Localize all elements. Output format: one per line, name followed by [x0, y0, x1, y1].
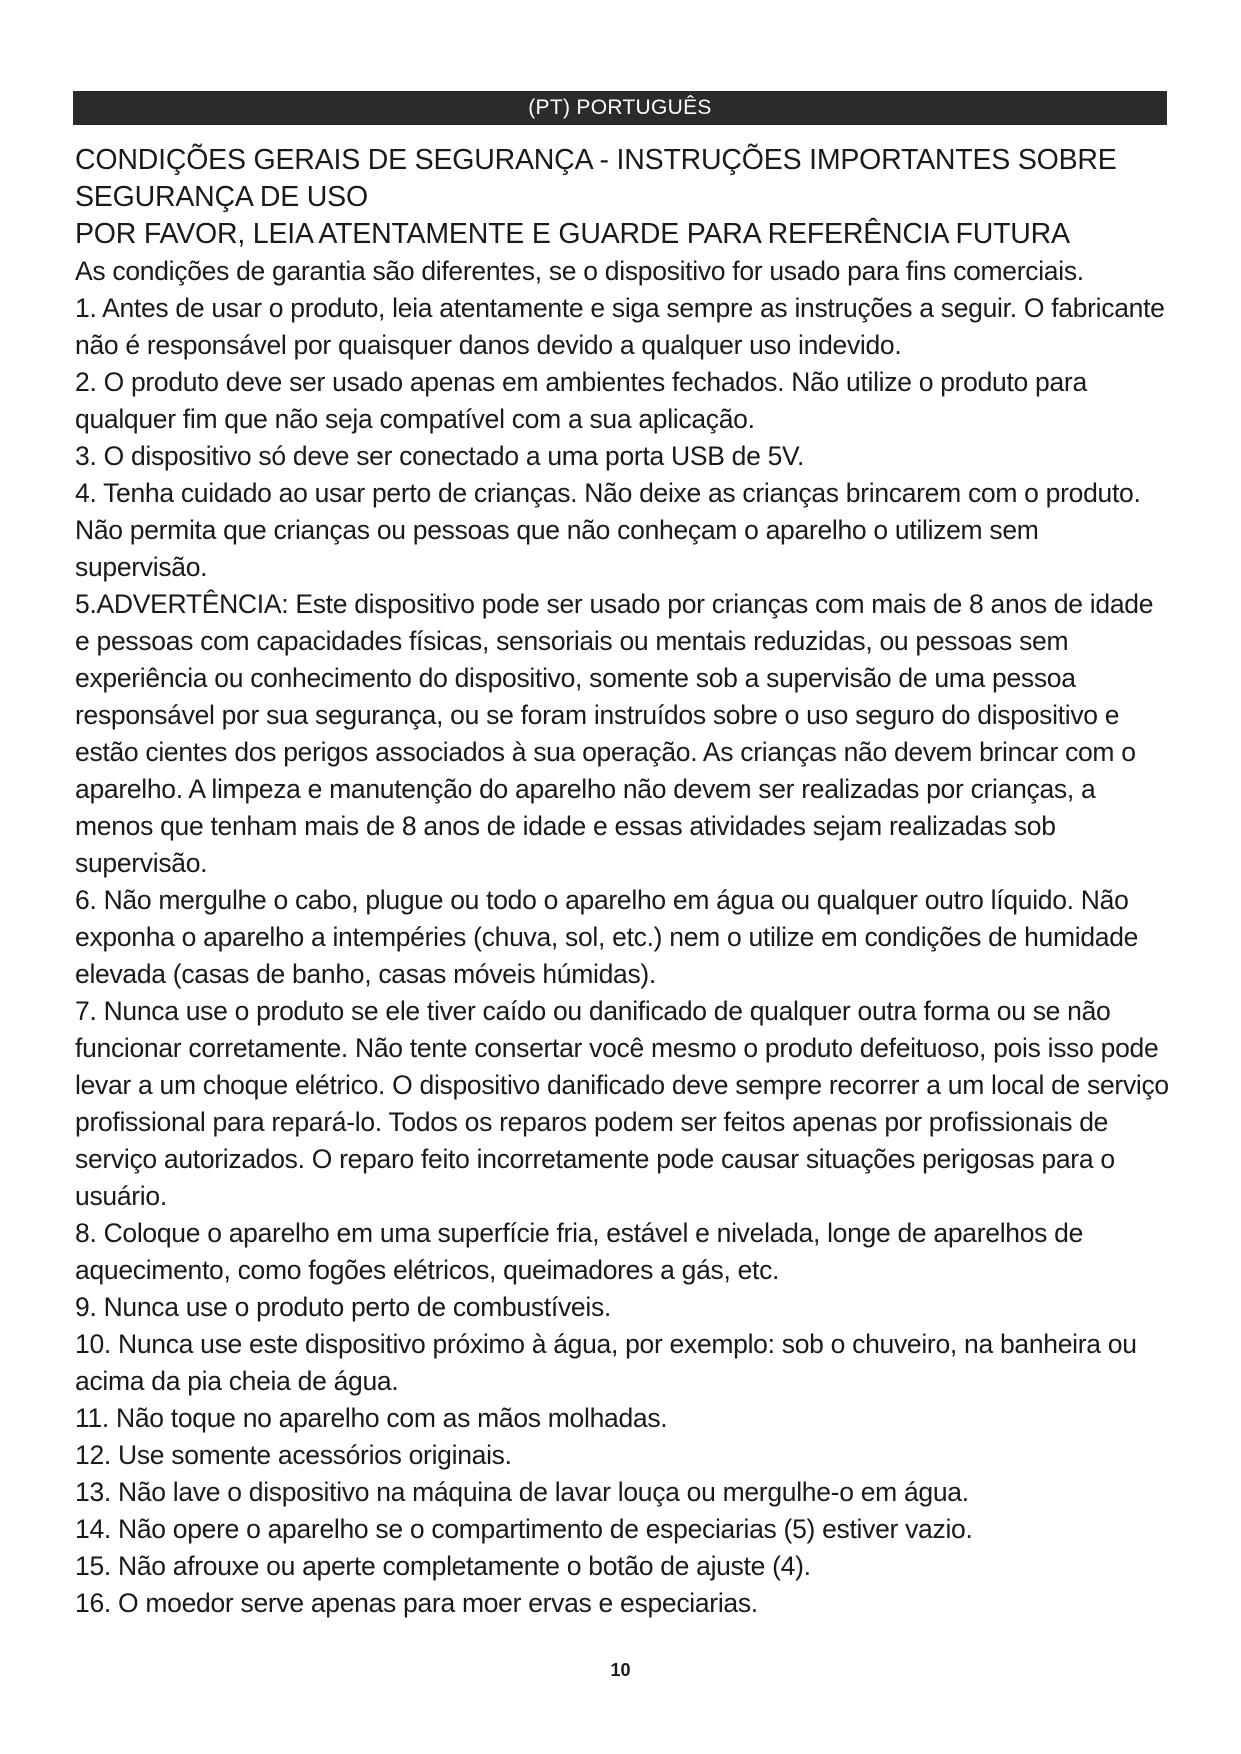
list-item: 4. Tenha cuidado ao usar perto de crianças. Não deixe as crianças brincarem com o produto. Não permita que crianças ou pessoas que não conheçam o aparelho o utilizem sem supervisão.: [75, 478, 1141, 582]
list-item: 1. Antes de usar o produto, leia atentamente e siga sempre as instruções a seguir. O fabricante não é responsável por quaisquer danos devido a qualquer uso indevido.: [75, 293, 1165, 360]
warranty-note: As condições de garantia são diferentes, se o dispositivo for usado para fins comerciais.: [75, 256, 1084, 286]
list-item: 7. Nunca use o produto se ele tiver caído ou danificado de qualquer outra forma ou se não funcionar corretamente. Não tente consertar você mesmo o produto defeituoso, pois isso pode levar a um choque elétrico. O dispositivo danificado deve sempre recorrer a um local de serviço profissional para repará-lo. Todos os reparos podem ser feitos apenas por profissionais de serviço autorizados. O reparo feito incorretamente pode causar situações perigosas para o usuário.: [75, 996, 1169, 1211]
safety-instructions-list: [75, 290, 1170, 1622]
list-item: 3. O dispositivo só deve ser conectado a uma porta USB de 5V.: [75, 441, 805, 471]
list-item: 2. O produto deve ser usado apenas em ambientes fechados. Não utilize o produto para qualquer fim que não seja compatível com a sua aplicação.: [75, 367, 1087, 434]
list-item: 12. Use somente acessórios originais.: [75, 1440, 512, 1470]
document-subtitle: POR FAVOR, LEIA ATENTAMENTE E GUARDE PARA REFERÊNCIA FUTURA: [75, 218, 1070, 250]
list-item: 5.ADVERTÊNCIA: Este dispositivo pode ser usado por crianças com mais de 8 anos de idade e pessoas com capacidades físicas, sensoriais ou mentais reduzidas, ou pessoas sem experiência ou conhecimento do dispositivo, somente sob a supervisão de uma pessoa responsável por sua segurança, ou se foram instruídos sobre o uso seguro do dispositivo e estão cientes dos perigos associados à sua operação. As crianças não devem brincar com o aparelho. A limpeza e manutenção do aparelho não devem ser realizadas por crianças, a menos que tenham mais de 8 anos de idade e essas atividades sejam realizadas sob supervisão.: [75, 589, 1154, 878]
language-header-bar: [73, 91, 1167, 125]
list-item: 8. Coloque o aparelho em uma superfície fria, estável e nivelada, longe de aparelhos de aquecimento, como fogões elétricos, queimadores a gás, etc.: [75, 1218, 1084, 1285]
list-item: 11. Não toque no aparelho com as mãos molhadas.: [75, 1403, 668, 1433]
language-label: (PT) PORTUGUÊS: [528, 96, 712, 119]
list-item: 15. Não afrouxe ou aperte completamente o botão de ajuste (4).: [75, 1551, 811, 1581]
page-number: 10: [610, 1660, 631, 1680]
list-item: 9. Nunca use o produto perto de combustíveis.: [75, 1292, 611, 1322]
list-item: 14. Não opere o aparelho se o compartimento de especiarias (5) estiver vazio.: [75, 1514, 973, 1544]
list-item: 10. Nunca use este dispositivo próximo à água, por exemplo: sob o chuveiro, na banheira ou acima da pia cheia de água.: [75, 1329, 1137, 1396]
list-item: 6. Não mergulhe o cabo, plugue ou todo o aparelho em água ou qualquer outro líquido. Não exponha o aparelho a intempéries (chuva, sol, etc.) nem o utilize em condições de humidade elevada (casas de banho, casas móveis húmidas).: [75, 885, 1139, 989]
document-body: [75, 142, 1170, 1622]
list-item: 16. O moedor serve apenas para moer ervas e especiarias.: [75, 1588, 758, 1618]
document-title: CONDIÇÕES GERAIS DE SEGURANÇA - INSTRUÇÕES IMPORTANTES SOBRE SEGURANÇA DE USO: [75, 144, 1117, 213]
list-item: 13. Não lave o dispositivo na máquina de lavar louça ou mergulhe-o em água.: [75, 1477, 969, 1507]
